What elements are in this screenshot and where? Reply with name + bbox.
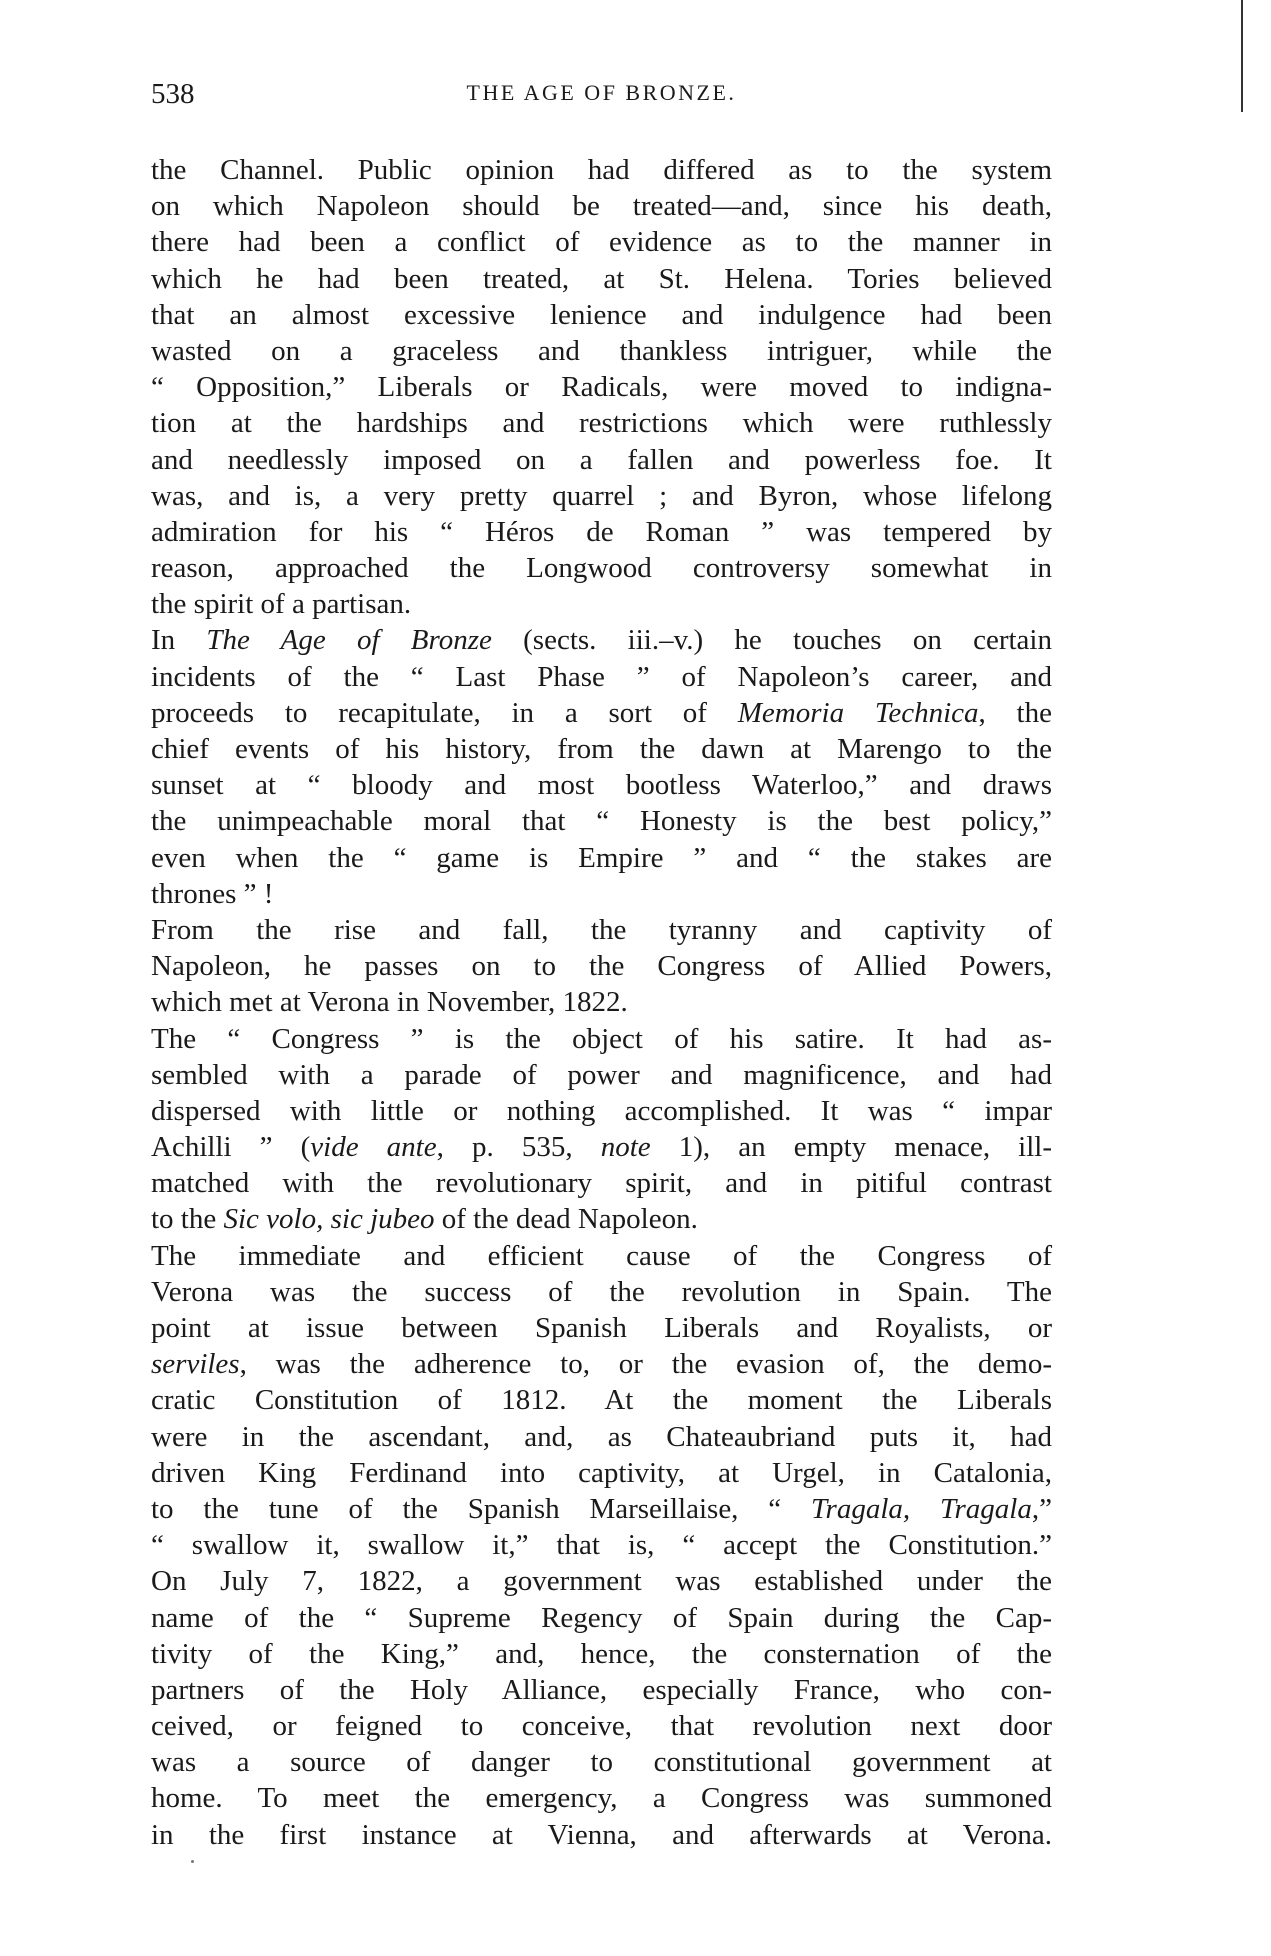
- text-line: [151, 695, 1052, 731]
- text-line: [151, 1274, 1052, 1310]
- text-line: [151, 1491, 1052, 1527]
- text-segment: and needlessly imposed on a fallen and powerless foe. It: [151, 443, 1052, 476]
- text-line: [151, 369, 1052, 405]
- text-line: [151, 1346, 1052, 1382]
- text-segment: sembled with a parade of power and magnificence, and had: [151, 1058, 1052, 1091]
- text-segment: The immediate and efficient cause of the Congress of: [151, 1239, 1052, 1272]
- italic-text: Sic volo, sic jubeo: [223, 1203, 435, 1236]
- text-segment: 1), an empty menace, ill-: [650, 1131, 1053, 1164]
- text-segment: incidents of the “ Last Phase ” of Napoleon’s career, and: [151, 660, 1052, 693]
- text-line: [151, 1129, 1052, 1165]
- text-segment: ceived, or feigned to conceive, that revolution next door: [151, 1710, 1052, 1743]
- text-line: [151, 1744, 1052, 1780]
- text-line: [151, 586, 1052, 622]
- italic-text: note: [600, 1131, 651, 1164]
- text-line: [151, 1165, 1052, 1201]
- text-line: [151, 659, 1052, 695]
- text-segment: ,”: [1031, 1492, 1052, 1525]
- text-line: [151, 478, 1052, 514]
- text-line: [151, 803, 1052, 839]
- text-segment: wasted on a graceless and thankless intriguer, while the: [151, 334, 1052, 367]
- text-line: [151, 1238, 1052, 1274]
- text-line: [151, 1636, 1052, 1672]
- text-segment: chief events of his history, from the dawn at Marengo to the: [151, 733, 1052, 765]
- text-line: [151, 1527, 1052, 1563]
- text-segment: driven King Ferdinand into captivity, at Urgel, in Catalonia,: [151, 1456, 1052, 1489]
- text-line: [151, 1382, 1052, 1418]
- text-segment: point at issue between Spanish Liberals and Royalists, or: [151, 1312, 1052, 1344]
- text-line: [151, 333, 1052, 369]
- text-line: [151, 840, 1052, 876]
- text-segment: the unimpeachable moral that “ Honesty is the best policy,”: [151, 805, 1052, 838]
- text-segment: The “ Congress ” is the object of his satire. It had as-: [151, 1022, 1052, 1055]
- text-line: [151, 1093, 1052, 1129]
- text-segment: dispersed with little or nothing accomplished. It was “ impar: [151, 1094, 1052, 1127]
- text-segment: was a source of danger to constitutional government at: [151, 1746, 1052, 1779]
- text-segment: (sects. iii.–v.) he touches on certain: [491, 624, 1052, 657]
- text-segment: From the rise and fall, the tyranny and captivity of: [151, 913, 1052, 946]
- text-line: [151, 550, 1052, 586]
- page-number: 538: [151, 78, 195, 110]
- text-line: [151, 767, 1052, 803]
- text-line: [151, 442, 1052, 478]
- paragraph: [151, 622, 1052, 912]
- text-line: [151, 1419, 1052, 1455]
- text-segment: tivity of the King,” and, hence, the consternation of the: [151, 1637, 1052, 1670]
- page-header: [151, 78, 1052, 114]
- text-segment: to the tune of the Spanish Marseillaise, “: [151, 1492, 812, 1525]
- italic-text: serviles: [151, 1348, 240, 1381]
- running-title: THE AGE OF BRONZE.: [466, 80, 737, 105]
- text-line: [151, 622, 1052, 658]
- text-segment: matched with the revolutionary spirit, and in pitiful contrast: [151, 1167, 1052, 1200]
- text-segment: were in the ascendant, and, as Chateaubriand puts it, had: [151, 1420, 1052, 1453]
- text-segment: “ swallow it, swallow it,” that is, “ accept the Constitution.”: [151, 1529, 1052, 1562]
- text-segment: tion at the hardships and restrictions which were ruthlessly: [151, 407, 1052, 440]
- text-segment: cratic Constitution of 1812. At the moment the Liberals: [151, 1384, 1052, 1417]
- text-line: [151, 1817, 1052, 1853]
- text-line: [151, 984, 1052, 1020]
- text-line: [151, 948, 1052, 984]
- text-segment: proceeds to recapitulate, in a sort of: [151, 696, 738, 729]
- text-line: [151, 1780, 1052, 1816]
- text-line: [151, 1563, 1052, 1599]
- text-segment: Verona was the success of the revolution in Spain. The: [151, 1275, 1052, 1308]
- italic-text: vide ante: [310, 1131, 437, 1164]
- text-segment: “ Opposition,” Liberals or Radicals, were moved to indigna-: [151, 371, 1052, 404]
- text-segment: there had been a conflict of evidence as to the manner in: [151, 226, 1052, 259]
- text-segment: was, and is, a very pretty quarrel ; and Byron, whose lifelong: [151, 479, 1052, 512]
- text-segment: sunset at “ bloody and most bootless Waterloo,” and draws: [151, 769, 1052, 802]
- text-line: [151, 1455, 1052, 1491]
- text-segment: admiration for his “ Héros de Roman ” was tempered by: [151, 515, 1052, 548]
- scan-edge-line: [1241, 0, 1243, 112]
- text-line: [151, 297, 1052, 333]
- text-line: [151, 405, 1052, 441]
- text-segment: the Channel. Public opinion had differed as to the system: [151, 154, 1052, 186]
- italic-text: Memoria Technica: [737, 696, 979, 729]
- text-line: [151, 1021, 1052, 1057]
- text-line: [151, 1672, 1052, 1708]
- text-segment: Napoleon, he passes on to the Congress of Allied Powers,: [151, 950, 1052, 983]
- page-body: [151, 152, 1052, 1853]
- text-line: [151, 152, 1052, 188]
- text-segment: On July 7, 1822, a government was established under the: [151, 1565, 1052, 1598]
- text-line: [151, 514, 1052, 550]
- text-line: [151, 224, 1052, 260]
- text-segment: thrones ” !: [151, 877, 274, 910]
- text-segment: name of the “ Supreme Regency of Spain during the Cap-: [151, 1601, 1052, 1634]
- text-segment: on which Napoleon should be treated—and, since his death,: [151, 190, 1052, 223]
- italic-text: Tragala, Tragala: [811, 1492, 1032, 1525]
- paragraph: [151, 152, 1052, 622]
- text-segment: to the: [151, 1203, 224, 1236]
- text-line: [151, 731, 1052, 767]
- text-line: [151, 1708, 1052, 1744]
- text-segment: , p. 535,: [436, 1131, 601, 1164]
- text-segment: that an almost excessive lenience and indulgence had been: [151, 298, 1052, 331]
- paragraph: [151, 912, 1052, 1021]
- text-line: [151, 188, 1052, 224]
- text-segment: partners of the Holy Alliance, especially France, who con-: [151, 1673, 1052, 1706]
- paragraph: [151, 1021, 1052, 1238]
- text-segment: which he had been treated, at St. Helena. Tories believed: [151, 262, 1052, 295]
- text-line: [151, 1057, 1052, 1093]
- text-line: [151, 1310, 1052, 1346]
- text-segment: Achilli ” (: [151, 1131, 311, 1164]
- text-segment: reason, approached the Longwood controversy somewhat in: [151, 552, 1052, 585]
- scan-speck: [191, 1860, 194, 1863]
- text-segment: , the: [978, 696, 1052, 729]
- text-segment: of the dead Napoleon.: [434, 1203, 698, 1236]
- text-segment: the spirit of a partisan.: [151, 588, 412, 621]
- text-line: [151, 876, 1052, 912]
- text-segment: even when the “ game is Empire ” and “ the stakes are: [151, 841, 1052, 874]
- paragraph: [151, 1238, 1052, 1853]
- text-segment: In: [151, 624, 207, 657]
- text-line: [151, 912, 1052, 948]
- text-line: [151, 261, 1052, 297]
- text-line: [151, 1201, 1052, 1237]
- text-line: [151, 1600, 1052, 1636]
- italic-text: The Age of Bronze: [206, 624, 492, 657]
- text-segment: which met at Verona in November, 1822.: [151, 986, 628, 1019]
- text-segment: home. To meet the emergency, a Congress was summoned: [151, 1782, 1052, 1815]
- text-segment: , was the adherence to, or the evasion of, the demo-: [239, 1348, 1052, 1381]
- text-segment: in the first instance at Vienna, and afterwards at Verona.: [151, 1818, 1052, 1851]
